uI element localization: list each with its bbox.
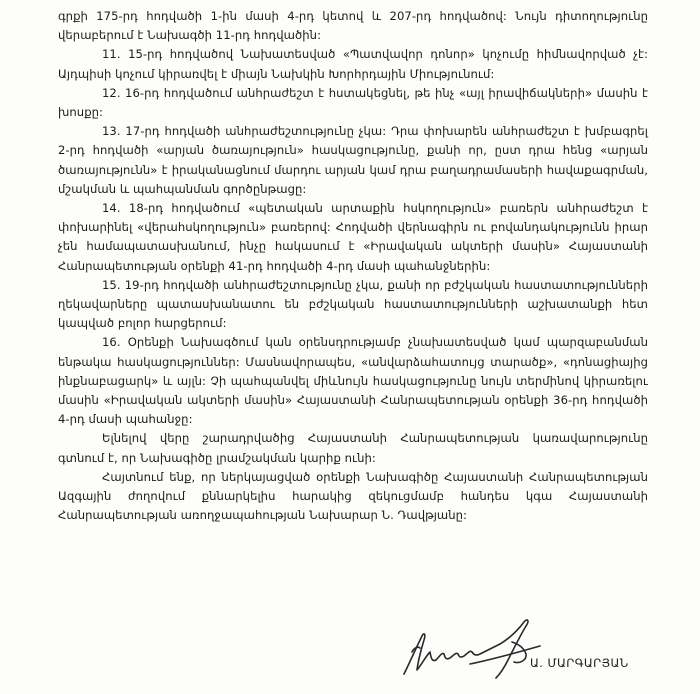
paragraph-item-14: 14. 18-րդ հոդվածում «պետական արտաքին հսկողություն» բառերն անհրաժեշտ է փոխարինել «վերահսկողություն» բառերով: Հոդվածի վերնագիրն ու բովանդակությունն իրար չեն համապատասխանում, ինչը հակասում է «Իրավական ակտերի մասին» Հայաստանի Հանրապետության օրենքի 41-րդ հոդվածի 4-րդ մասի պահանջներին: [58,201,648,273]
paragraph-item-12: 12. 16-րդ հոդվածում անհրաժեշտ է հստակեցնել, թե ինչ «այլ իրավիճակների» մասին է խոսքը: [58,85,648,120]
paragraph-item-13: 13. 17-րդ հոդվածի անհրաժեշտությունը չկա: Դրա փոխարեն անհրաժեշտ է խմբագրել 2-րդ հոդվածի «արյան ծառայություն» հասկացությունը, քանի որ, ըստ դրա հենց «արյան ծառայությունն» է իրականացնում մարդու արյան կամ դրա բաղադրամասերի հավաքագրման, մշակման և պահպանման գործընթացը: [58,124,648,196]
paragraph-item-16: 16. Օրենքի Նախագծում կան օրենսդրությամբ չնախատեսված կամ պարզաբանման ենթակա հասկացություններ: Մասնավորապես, «անվարձահատույց տարածք», «դոնացիայից ինքնաբացարկ» և այլն: Չի պահպանվել միևնույն հասկացությունը նույն տերմինով կիրառելու մասին «Իրավական ակտերի մասին» Հայաստանի Հանրապետության օրենքի 36-րդ հոդվածի 4-րդ մասի պահանջը: [58,335,648,427]
paragraph-notice: Հայտնում ենք, որ ներկայացված օրենքի Նախագիծը Հայաստանի Հանրապետության Ազգային ժողովում քննարկելիս հարակից զեկուցմամբ հանդես կգա Հայաստանի Հանրապետության առողջապահության Նախարար Ն. Դավթյանը: [58,469,648,523]
handwritten-signature [400,612,550,682]
paragraph-conclusion: Ելնելով վերը շարադրվածից Հայաստանի Հանրապետության կառավարությունը գտնում է, որ Նախագիծը լրամշակման կարիք ունի: [58,431,648,465]
document-body [58,7,648,525]
signer-name: Ա. ՄԱՐԳԱՐՅԱՆ [530,656,629,670]
paragraph-continuation: գրքի 175-րդ հոդվածի 1-ին մասի 4-րդ կետով և 207-րդ հոդվածով: Նույն դիտողությունը վերաբերում է Նախագծի 11-րդ հոդվածին: [58,9,648,43]
paragraph-item-11: 11. 15-րդ հոդվածով Նախատեսված «Պատվավոր դոնոր» կոչումը հիմնավորված չէ: Այդպիսի կոչում կիրառվել է միայն Նախկին Խորհրդային Միությունում: [58,47,648,81]
paragraph-item-15: 15. 19-րդ հոդվածի անհրաժեշտությունը չկա, քանի որ բժշկական հաստատությունների ղեկավարները պատասխանատու են բժշկական հաստատությունների աշխատանքի հետ կապված բոլոր հարցերում: [58,277,648,331]
